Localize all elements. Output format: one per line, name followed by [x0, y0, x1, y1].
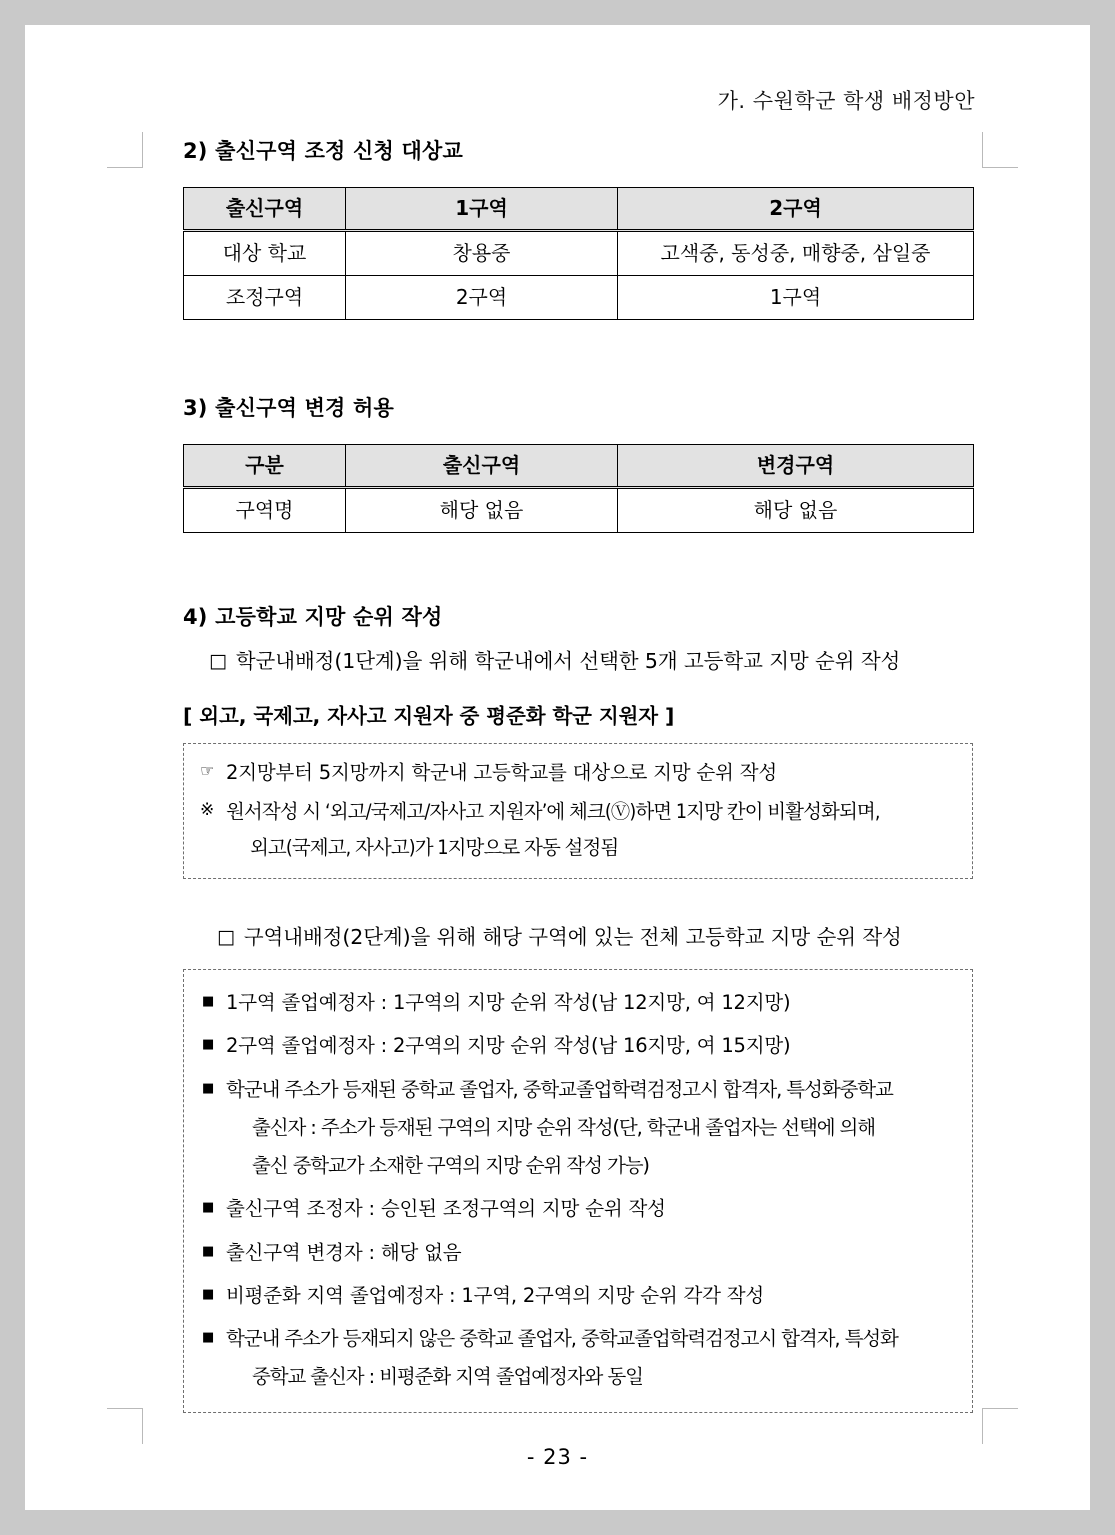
list-item-continuation: 중학교 출신자 : 비평준화 지역 졸업예정자와 동일 — [252, 1365, 643, 1389]
table-cell: 해당 없음 — [346, 488, 618, 533]
list-item-text: 1구역 졸업예정자 : 1구역의 지망 순위 작성(남 12지망, 여 12지망) — [226, 991, 791, 1015]
section-2-heading: 2) 출신구역 조정 신청 대상교 — [183, 139, 463, 163]
square-bullet-icon: ■ — [202, 1330, 215, 1346]
checklist-item-stage1 — [183, 647, 973, 677]
table-header-cell: 출신구역 — [346, 445, 618, 488]
note-text-continuation: 외고(국제고, 자사고)가 1지망으로 자동 설정됨 — [250, 836, 619, 860]
bracket-title: [ 외고, 국제고, 자사고 지원자 중 평준화 학군 지원자 ] — [183, 703, 675, 728]
table-header-cell: 출신구역 — [184, 188, 346, 231]
list-item — [202, 1194, 954, 1223]
table-cell: 1구역 — [618, 276, 974, 320]
list-item-line: 학군내 주소가 등재된 중학교 졸업자, 중학교졸업학력검정고시 합격자, 특성화중학교 — [226, 1077, 893, 1101]
square-bullet-icon: ■ — [202, 1200, 215, 1216]
table-cell: 대상 학교 — [184, 231, 346, 276]
pointing-hand-icon: ☞ — [200, 760, 215, 780]
bullet-list-box-stage2-rules — [183, 969, 973, 1413]
table-header-cell: 2구역 — [618, 188, 974, 231]
body-column — [183, 135, 973, 1413]
list-item-continuation: 출신 중학교가 소재한 구역의 지망 순위 작성 가능) — [252, 1154, 649, 1178]
note-text: 2지망부터 5지망까지 학군내 고등학교를 대상으로 지망 순위 작성 — [226, 760, 777, 784]
note-row — [200, 797, 956, 863]
table-header-row — [184, 188, 974, 231]
list-item — [202, 1238, 954, 1267]
square-bullet-icon: ■ — [202, 994, 215, 1010]
note-row — [200, 758, 956, 787]
square-bullet-icon: ■ — [202, 1080, 215, 1096]
section-4-heading: 4) 고등학교 지망 순위 작성 — [183, 605, 443, 629]
table-header-row — [184, 445, 974, 488]
checklist-item-stage2 — [183, 923, 973, 953]
reference-mark-icon: ※ — [200, 799, 215, 820]
note-box-special-applicants — [183, 743, 973, 880]
table-origin-district-adjustment — [183, 187, 974, 320]
table-origin-district-change — [183, 444, 974, 533]
running-head: 가. 수원학군 학생 배정방안 — [717, 89, 975, 113]
list-item-text: 출신구역 변경자 : 해당 없음 — [226, 1240, 462, 1264]
list-item-text — [226, 1324, 954, 1392]
table-cell: 조정구역 — [184, 276, 346, 320]
table-row — [184, 276, 974, 320]
table-cell: 2구역 — [346, 276, 618, 320]
list-item — [202, 1324, 954, 1392]
list-item-text: 2구역 졸업예정자 : 2구역의 지망 순위 작성(남 16지망, 여 15지망) — [226, 1034, 791, 1058]
list-item — [202, 988, 954, 1017]
checkbox-icon: □ — [209, 650, 227, 672]
page-content — [25, 25, 1090, 1510]
table-row — [184, 488, 974, 533]
list-item — [202, 1281, 954, 1310]
checkbox-icon: □ — [217, 926, 235, 949]
list-item — [202, 1075, 954, 1181]
table-cell: 구역명 — [184, 488, 346, 533]
table-header-cell: 변경구역 — [618, 445, 974, 488]
list-item — [202, 1031, 954, 1060]
section-3-heading: 3) 출신구역 변경 허용 — [183, 396, 395, 420]
table-cell: 해당 없음 — [618, 488, 974, 533]
note-text — [226, 797, 956, 863]
list-item-text: 출신구역 조정자 : 승인된 조정구역의 지망 순위 작성 — [226, 1197, 666, 1221]
square-bullet-icon: ■ — [202, 1037, 215, 1053]
page-number: - 23 - — [526, 1445, 589, 1469]
document-page — [25, 25, 1090, 1510]
table-cell: 고색중, 동성중, 매향중, 삼일중 — [618, 231, 974, 276]
list-item-text: 비평준화 지역 졸업예정자 : 1구역, 2구역의 지망 순위 각각 작성 — [226, 1283, 765, 1307]
note-text-line: 원서작성 시 ‘외고/국제고/자사고 지원자’에 체크(Ⓥ)하면 1지망 칸이 비활성화되며, — [226, 799, 880, 823]
table-row — [184, 231, 974, 276]
table-header-cell: 구분 — [184, 445, 346, 488]
square-bullet-icon: ■ — [202, 1243, 215, 1259]
list-item-text — [226, 1075, 954, 1181]
list-item-continuation: 출신자 : 주소가 등재된 구역의 지망 순위 작성(단, 학군내 졸업자는 선택에 의해 — [252, 1115, 876, 1139]
list-item-line: 학군내 주소가 등재되지 않은 중학교 졸업자, 중학교졸업학력검정고시 합격자, 특성화 — [226, 1327, 898, 1351]
table-cell: 창용중 — [346, 231, 618, 276]
table-header-cell: 1구역 — [346, 188, 618, 231]
square-bullet-icon: ■ — [202, 1286, 215, 1302]
checklist-item-stage1-label: 학군내배정(1단계)을 위해 학군내에서 선택한 5개 고등학교 지망 순위 작성 — [235, 649, 901, 673]
checklist-item-stage2-label: 구역내배정(2단계)을 위해 해당 구역에 있는 전체 고등학교 지망 순위 작성 — [243, 925, 902, 950]
